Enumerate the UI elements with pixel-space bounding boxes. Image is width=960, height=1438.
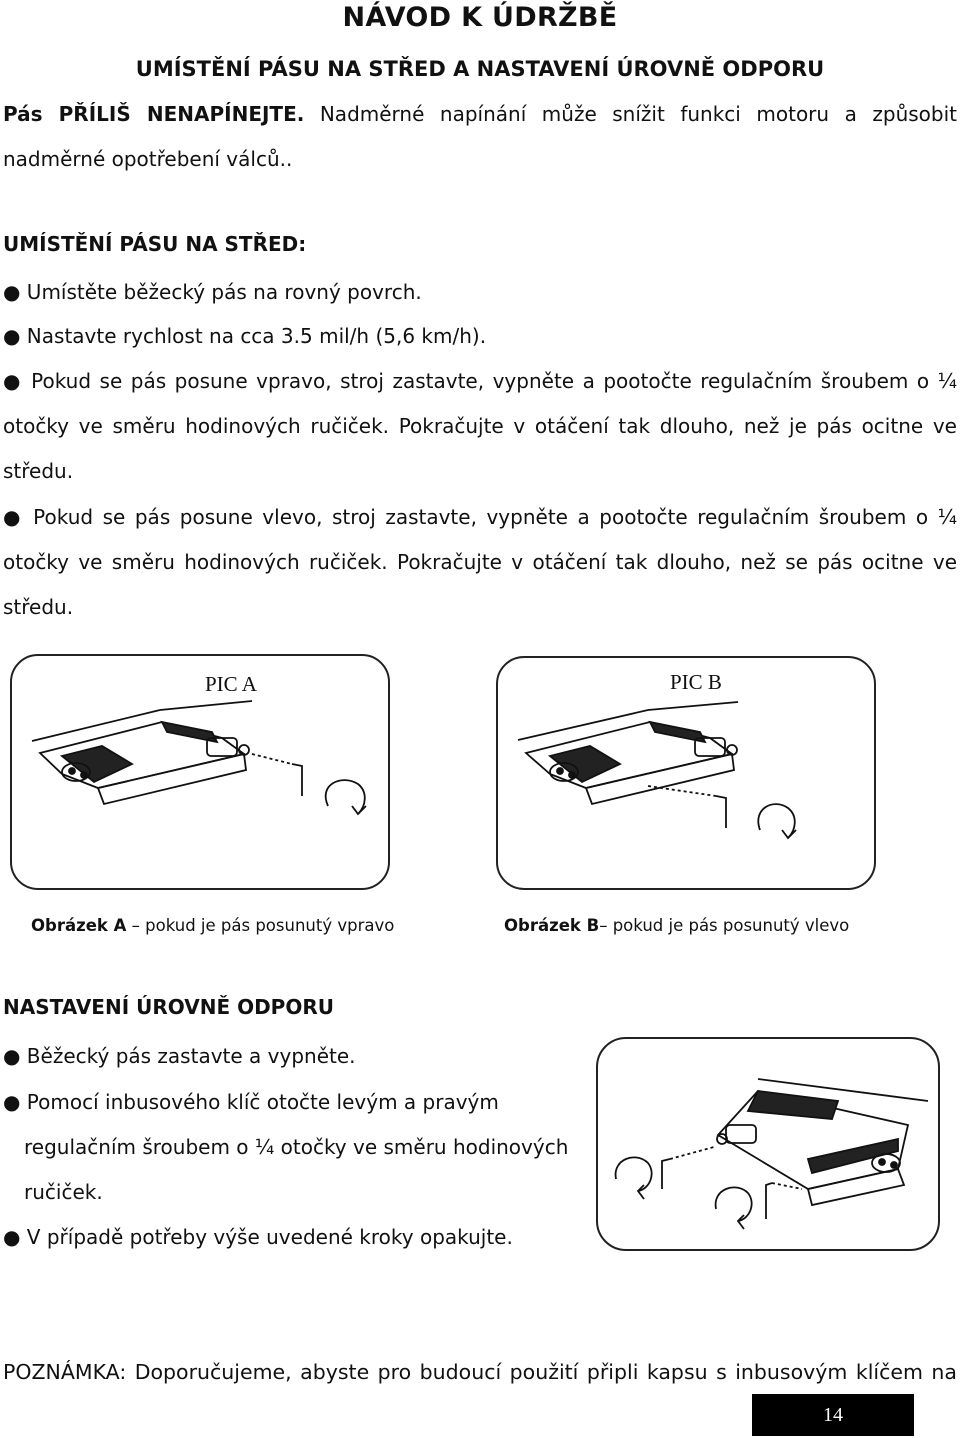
caption-b-bold: Obrázek B (504, 916, 600, 935)
figure-b (496, 656, 876, 890)
section-subtitle: UMÍSTĚNÍ PÁSU NA STŘED A NASTAVENÍ ÚROVNĚ ODPORU (135, 57, 825, 81)
figure-resistance (596, 1037, 940, 1251)
resistance-bullet-1: ● Běžecký pás zastavte a vypněte. (3, 1044, 356, 1068)
note-paragraph: POZNÁMKA: Doporučujeme, abyste pro budoucí použití připli kapsu s inbusovým klíčem na (3, 1360, 957, 1384)
pic-a-label: PIC A (205, 672, 257, 696)
warning-text: Nadměrné napínání může snížit funkci motoru a způsobit nadměrné opotřebení válců.. (3, 102, 957, 171)
treadmill-drawing-resistance (598, 1039, 938, 1249)
caption-b-text: – pokud je pás posunutý vlevo (599, 916, 850, 935)
warning-bold: Pás PŘÍLIŠ NENAPÍNEJTE. (3, 102, 305, 126)
page-number: 14 (823, 1403, 843, 1426)
caption-b (504, 916, 849, 935)
resistance-heading: NASTAVENÍ ÚROVNĚ ODPORU (3, 995, 334, 1019)
resistance-bullet-2-line-1: ● Pomocí inbusového klíč otočte levým a pravým (3, 1090, 499, 1114)
centering-bullet-3: ● Pokud se pás posune vpravo, stroj zastavte, vypněte a pootočte regulačním šroubem o ¼ otočky ve směru hodinových ručiček. Pokračujte v otáčení tak dlouho, než je pás ocitne ve středu. (3, 369, 957, 483)
resistance-bullet-2-line-3: ručiček. (24, 1180, 103, 1204)
treadmill-drawing-b (498, 658, 874, 888)
caption-a (31, 916, 394, 935)
resistance-bullet-2-line-2: regulačním šroubem o ¼ otočky ve směru hodinových (24, 1135, 569, 1159)
page-title: NÁVOD K ÚDRŽBĚ (342, 2, 618, 33)
treadmill-drawing-a (12, 656, 388, 888)
figure-a (10, 654, 390, 890)
caption-a-text: – pokud je pás posunutý vpravo (126, 916, 395, 935)
resistance-bullet-3: ● V případě potřeby výše uvedené kroky opakujte. (3, 1225, 513, 1249)
page-number-badge (752, 1394, 914, 1436)
centering-bullet-1: ● Umístěte běžecký pás na rovný povrch. (3, 280, 422, 304)
centering-bullet-4: ● Pokud se pás posune vlevo, stroj zastavte, vypněte a pootočte regulačním šroubem o ¼ otočky ve směru hodinových ručiček. Pokračujte v otáčení tak dlouho, než se pás ocitne ve středu. (3, 505, 957, 619)
caption-a-bold: Obrázek A (31, 916, 127, 935)
pic-b-label: PIC B (670, 670, 722, 694)
warning-paragraph (3, 92, 957, 182)
centering-bullet-2: ● Nastavte rychlost na cca 3.5 mil/h (5,6 km/h). (3, 324, 487, 348)
centering-heading: UMÍSTĚNÍ PÁSU NA STŘED: (3, 232, 307, 256)
